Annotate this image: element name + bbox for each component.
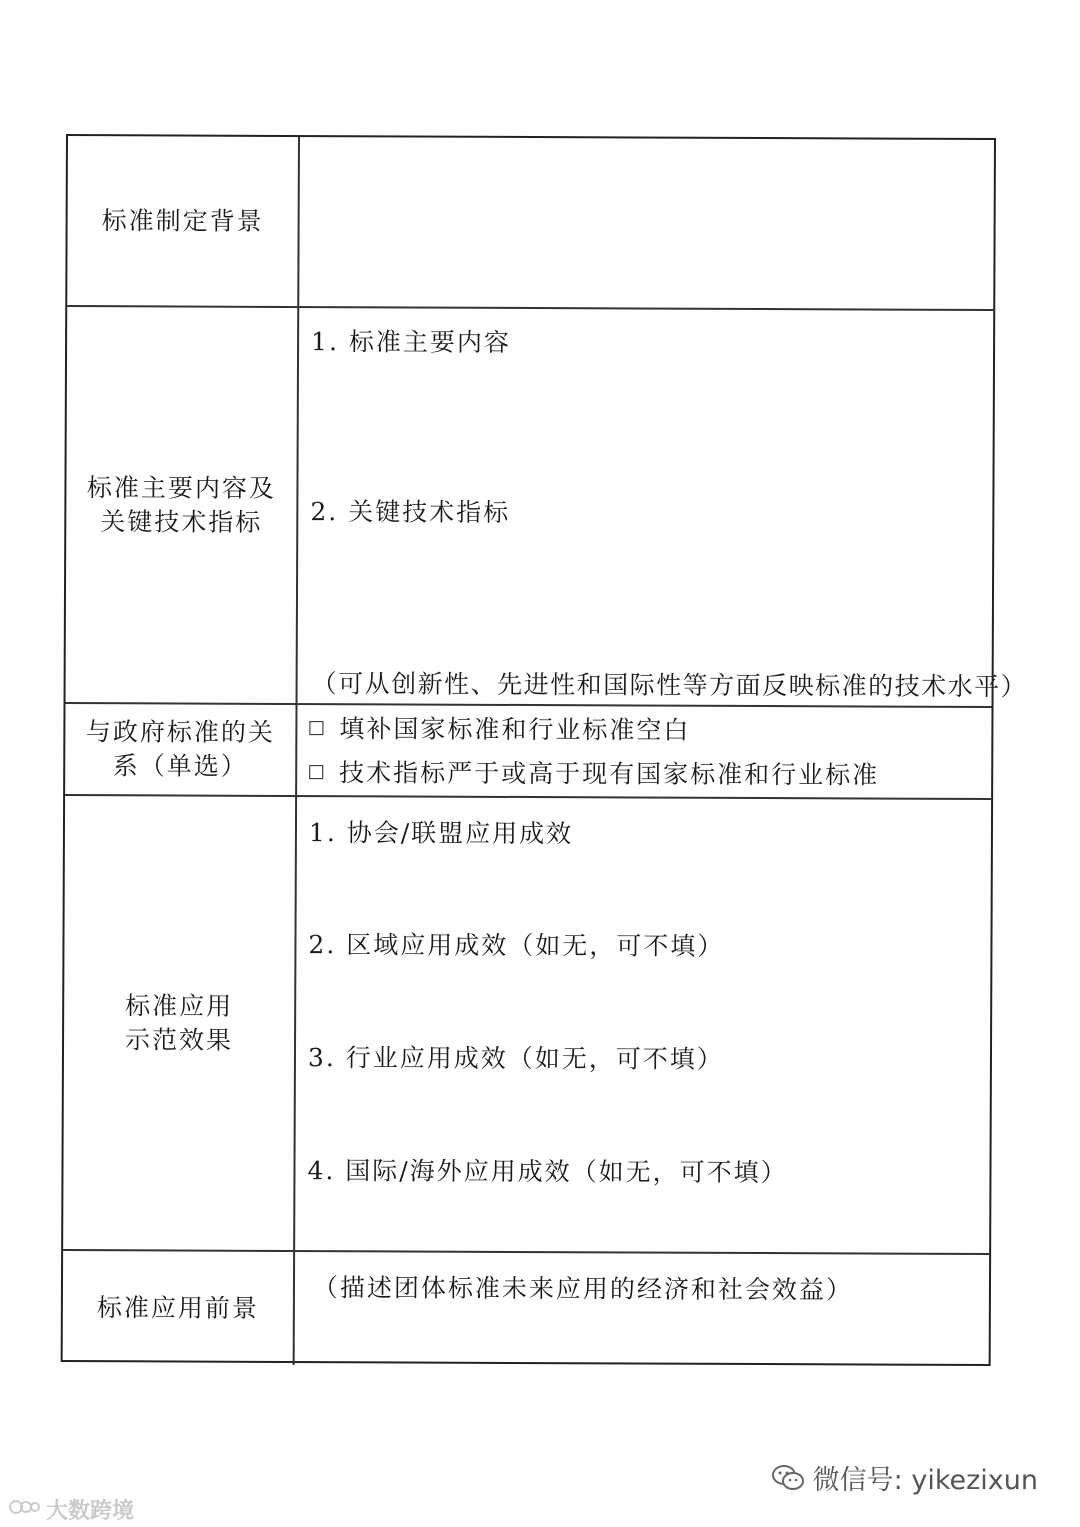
option-stricter-standard[interactable] [309,753,879,791]
content-main-content [298,308,1028,706]
table-row-main-content [66,307,1028,708]
table-row-gov-relation [65,704,991,800]
option-stricter-standard-label: 技术指标严于或高于现有国家标准和行业标准 [339,758,880,790]
content-background [299,137,994,309]
content-demo-effect [295,797,991,1253]
table-row-demo-effect [63,796,991,1255]
item-main-content: 1. 标准主要内容 [311,327,511,357]
label-demo-effect-text: 标准应用示范效果 [124,990,234,1055]
content-gov-relation [297,705,991,798]
hint-technical-level: （可从创新性、先进性和国际性等方面反映标准的技术水平） [311,669,1028,702]
table-row-prospect [63,1251,989,1368]
wechat-watermark [771,1458,1038,1497]
source-watermark [8,1494,134,1525]
wechat-id: 微信号: yikezixun [812,1465,1038,1496]
content-prospect [295,1252,989,1368]
application-form-table [61,134,1028,1366]
label-main-content-text: 标准主要内容及关键技术指标 [86,472,277,537]
wechat-icon [771,1463,805,1493]
item-association-effect: 1. 协会/联盟应用成效 [308,818,574,849]
item-international-effect: 4. 国际/海外应用成效（如无，可不填） [307,1156,788,1188]
option-fill-gap[interactable] [309,709,690,747]
label-background: 标准制定背景 [67,136,300,306]
table-row-background [67,136,994,311]
logo-icon [8,1497,42,1523]
option-fill-gap-label: 填补国家标准和行业标准空白 [339,714,691,745]
label-main-content [66,307,300,703]
hint-prospect: （描述团体标准未来应用的经济和社会效益） [312,1273,854,1305]
source-name: 大数跨境 [46,1499,135,1524]
item-regional-effect: 2. 区域应用成效（如无，可不填） [308,930,725,961]
label-demo-effect [63,796,297,1250]
label-prospect: 标准应用前景 [63,1251,295,1365]
label-gov-relation [65,704,297,795]
item-key-indicators: 2. 关键技术指标 [310,497,511,527]
checkbox[interactable] [309,721,323,735]
item-industry-effect: 3. 行业应用成效（如无，可不填） [307,1043,724,1074]
checkbox[interactable] [309,765,323,779]
label-gov-relation-text: 与政府标准的关系（单选） [85,717,275,781]
